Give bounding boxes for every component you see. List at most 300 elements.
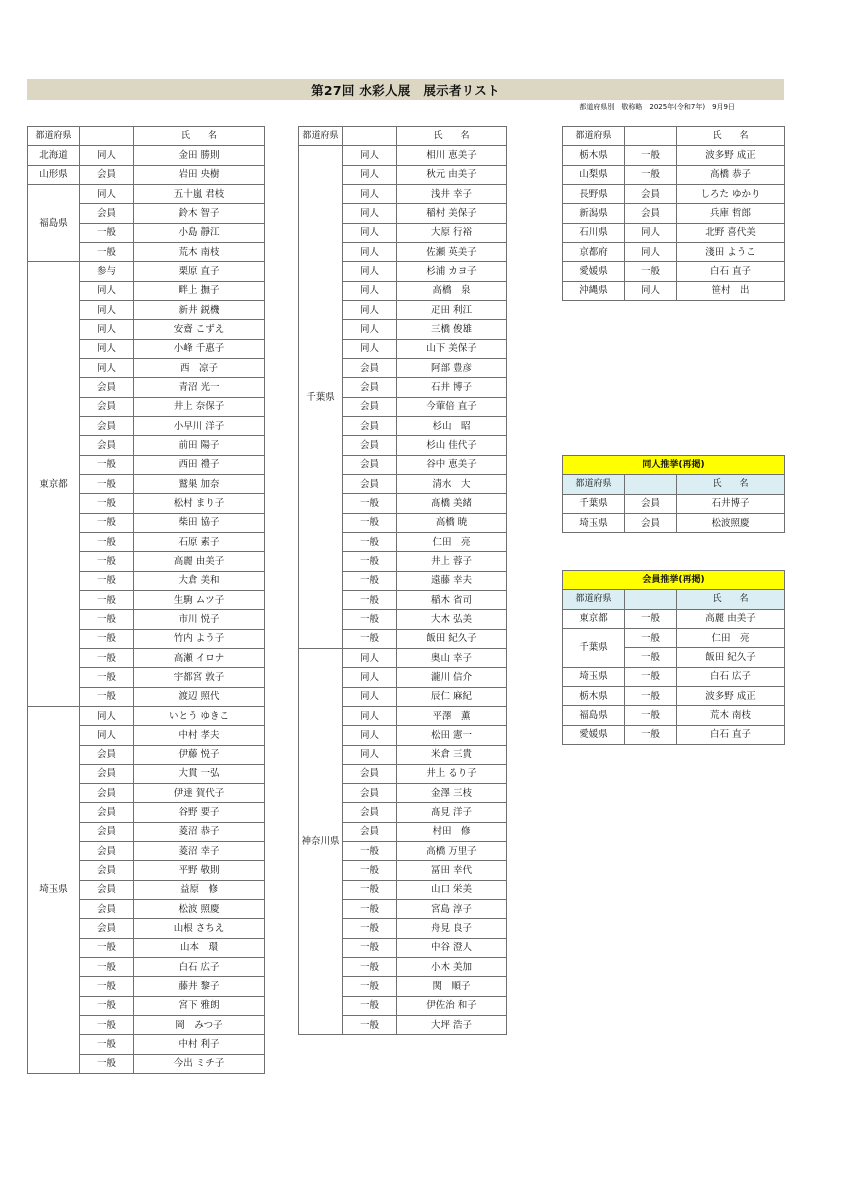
prefecture-label: 栃木県 (579, 690, 608, 702)
rank-cell: 会員 (80, 803, 134, 822)
name-cell: 伊達 賀代子 (134, 784, 265, 803)
name-cell: 小島 靜江 (134, 223, 265, 242)
rank-cell: 同人 (343, 165, 397, 184)
rank-cell: 一般 (625, 165, 677, 184)
rank-cell: 一般 (625, 146, 677, 165)
header-prefecture: 都道府県 (563, 127, 625, 146)
rank-cell: 会員 (343, 822, 397, 841)
kaiin-recommend-table (562, 570, 785, 745)
name-cell: 稲木 省司 (397, 590, 507, 609)
prefecture-label: 神奈川県 (301, 836, 340, 848)
recommend-title: 同人推挙(再掲) (563, 456, 785, 475)
name-cell: 市川 悦子 (134, 610, 265, 629)
rank-cell: 一般 (80, 494, 134, 513)
name-cell: 高橋 恭子 (677, 165, 785, 184)
header-rank (80, 127, 134, 146)
prefecture-label: 新潟県 (579, 207, 608, 219)
right-roster-table (562, 126, 785, 301)
rank-cell: 一般 (343, 880, 397, 899)
rank-cell: 一般 (80, 1016, 134, 1035)
rank-cell: 一般 (343, 552, 397, 571)
page-title: 第27回 水彩人展 展示者リスト (311, 82, 500, 98)
rank-cell: 同人 (80, 300, 134, 319)
header-prefecture: 都道府県 (299, 127, 343, 146)
rank-cell: 同人 (343, 726, 397, 745)
rank-cell: 同人 (343, 339, 397, 358)
name-cell: 仁田 亮 (677, 628, 785, 647)
name-cell: 菱沼 幸子 (134, 842, 265, 861)
rank-cell: 一般 (343, 938, 397, 957)
header-rank (625, 475, 677, 494)
name-cell: 三橋 俊雄 (397, 320, 507, 339)
name-cell: 中村 孝夫 (134, 726, 265, 745)
prefecture-label: 東京都 (579, 613, 608, 625)
table-row (563, 262, 785, 281)
rank-cell: 一般 (80, 1035, 134, 1054)
name-cell: 高瀬 イロナ (134, 648, 265, 667)
doujin-recommend-table (562, 455, 785, 533)
name-cell: 阿部 豊彦 (397, 358, 507, 377)
name-cell: 村田 修 (397, 822, 507, 841)
name-cell: 関 順子 (397, 977, 507, 996)
rank-cell: 同人 (625, 281, 677, 300)
prefecture-label: 愛媛県 (579, 265, 608, 277)
name-cell: 遠藤 幸夫 (397, 571, 507, 590)
name-cell: 竹内 よう子 (134, 629, 265, 648)
name-cell: 松波照慶 (677, 513, 785, 532)
rank-cell: 同人 (343, 262, 397, 281)
rank-cell: 会員 (80, 880, 134, 899)
header-rank (625, 590, 677, 609)
prefecture-label: 山形県 (39, 169, 68, 181)
name-cell: 髙見 洋子 (397, 803, 507, 822)
rank-cell: 同人 (625, 242, 677, 261)
rank-cell: 同人 (343, 300, 397, 319)
name-cell: 谷野 要子 (134, 803, 265, 822)
name-cell: 高麗 由美子 (677, 609, 785, 628)
table-row (563, 513, 785, 532)
table-row (299, 146, 507, 165)
name-cell: 山口 栄美 (397, 880, 507, 899)
table-row (563, 706, 785, 725)
prefecture-cell (563, 184, 625, 203)
table-row (563, 494, 785, 513)
rank-cell: 会員 (625, 204, 677, 223)
rank-cell: 一般 (625, 262, 677, 281)
name-cell: 西 凉子 (134, 358, 265, 377)
name-cell: 菱沼 恭子 (134, 822, 265, 841)
rank-cell: 会員 (343, 378, 397, 397)
name-cell: 大坪 浩子 (397, 1016, 507, 1035)
table-row (563, 667, 785, 686)
prefecture-cell (563, 609, 625, 628)
name-cell: 栗原 直子 (134, 262, 265, 281)
table-row (563, 223, 785, 242)
prefecture-cell (28, 165, 80, 184)
prefecture-cell (563, 706, 625, 725)
rank-cell: 同人 (343, 668, 397, 687)
name-cell: 杉山 昭 (397, 416, 507, 435)
table-row (563, 628, 785, 647)
name-cell: 仁田 亮 (397, 532, 507, 551)
prefecture-label: 石川県 (579, 227, 608, 239)
name-cell: 井上 るり子 (397, 764, 507, 783)
name-cell: 中村 利子 (134, 1035, 265, 1054)
rank-cell: 会員 (343, 474, 397, 493)
name-cell: 今出 ミチ子 (134, 1054, 265, 1073)
rank-cell: 一般 (343, 996, 397, 1015)
rank-cell: 会員 (343, 358, 397, 377)
name-cell: 高橋 暁 (397, 513, 507, 532)
rank-cell: 一般 (343, 590, 397, 609)
rank-cell: 同人 (343, 242, 397, 261)
name-cell: 井上 蓉子 (397, 552, 507, 571)
prefecture-label: 福島県 (39, 217, 68, 229)
header-name: 氏 名 (397, 127, 507, 146)
name-cell: 飯田 紀久子 (397, 629, 507, 648)
prefecture-cell (563, 242, 625, 261)
rank-cell: 会員 (80, 900, 134, 919)
table-row (563, 609, 785, 628)
rank-cell: 一般 (343, 900, 397, 919)
header-name: 氏 名 (677, 475, 785, 494)
prefecture-label: 千葉県 (579, 498, 608, 510)
rank-cell: 一般 (80, 629, 134, 648)
prefecture-label: 長野県 (579, 188, 608, 200)
header-name: 氏 名 (677, 590, 785, 609)
prefecture-label: 京都府 (579, 246, 608, 258)
name-cell: 佐瀬 英美子 (397, 242, 507, 261)
rank-cell: 一般 (80, 552, 134, 571)
rank-cell: 参与 (80, 262, 134, 281)
rank-cell: 一般 (343, 532, 397, 551)
name-cell: 中谷 澄人 (397, 938, 507, 957)
name-cell: いとう ゆきこ (134, 706, 265, 725)
name-cell: 小木 美加 (397, 958, 507, 977)
name-cell: 宮下 雅朗 (134, 996, 265, 1015)
prefecture-cell (28, 262, 80, 707)
rank-cell: 同人 (343, 745, 397, 764)
middle-roster-table (298, 126, 507, 1035)
name-cell: 西田 禮子 (134, 455, 265, 474)
prefecture-label: 埼玉県 (579, 671, 608, 683)
table-row (28, 146, 265, 165)
name-cell: 伊藤 悦子 (134, 745, 265, 764)
name-cell: 松村 まり子 (134, 494, 265, 513)
rank-cell: 一般 (80, 571, 134, 590)
name-cell: 金澤 三枝 (397, 784, 507, 803)
name-cell: 伊佐治 和子 (397, 996, 507, 1015)
table-row (563, 725, 785, 744)
rank-cell: 会員 (80, 378, 134, 397)
rank-cell: 一般 (80, 455, 134, 474)
table-row (563, 242, 785, 261)
rank-cell: 会員 (80, 842, 134, 861)
name-cell: 平澤 薫 (397, 706, 507, 725)
rank-cell: 会員 (343, 764, 397, 783)
name-cell: 淺田 ようこ (677, 242, 785, 261)
rank-cell: 会員 (80, 861, 134, 880)
rank-cell: 一般 (625, 706, 677, 725)
name-cell: 渡辺 照代 (134, 687, 265, 706)
name-cell: 大原 行裕 (397, 223, 507, 242)
name-cell: 高麗 由美子 (134, 552, 265, 571)
name-cell: 兵庫 哲郎 (677, 204, 785, 223)
name-cell: 山本 環 (134, 938, 265, 957)
rank-cell: 一般 (80, 668, 134, 687)
rank-cell: 会員 (80, 784, 134, 803)
table-row (563, 686, 785, 705)
name-cell: 疋田 利江 (397, 300, 507, 319)
name-cell: 畔上 撫子 (134, 281, 265, 300)
name-cell: 大木 弘美 (397, 610, 507, 629)
prefecture-cell (563, 204, 625, 223)
rank-cell: 会員 (343, 803, 397, 822)
name-cell: 藤井 黎子 (134, 977, 265, 996)
rank-cell: 同人 (343, 687, 397, 706)
prefecture-cell (563, 262, 625, 281)
rank-cell: 会員 (343, 397, 397, 416)
header-prefecture: 都道府県 (28, 127, 80, 146)
prefecture-cell (299, 146, 343, 649)
rank-cell: 会員 (80, 764, 134, 783)
rank-cell: 一般 (80, 590, 134, 609)
rank-cell: 会員 (625, 494, 677, 513)
rank-cell: 会員 (80, 436, 134, 455)
rank-cell: 一般 (625, 686, 677, 705)
prefecture-label: 愛媛県 (579, 729, 608, 741)
name-cell: 鈴木 智子 (134, 204, 265, 223)
prefecture-cell (28, 184, 80, 261)
name-cell: 波多野 成正 (677, 146, 785, 165)
header-rank (625, 127, 677, 146)
table-row (563, 165, 785, 184)
rank-cell: 会員 (625, 513, 677, 532)
name-cell: 大倉 美和 (134, 571, 265, 590)
rank-cell: 一般 (343, 610, 397, 629)
name-cell: 青沼 光一 (134, 378, 265, 397)
rank-cell: 一般 (80, 474, 134, 493)
name-cell: 冨田 幸代 (397, 861, 507, 880)
name-cell: 鷲巣 加奈 (134, 474, 265, 493)
rank-cell: 同人 (80, 146, 134, 165)
table-header-row (299, 127, 507, 146)
name-cell: 稲村 美保子 (397, 204, 507, 223)
rank-cell: 同人 (343, 204, 397, 223)
table-row (563, 204, 785, 223)
prefecture-cell (563, 686, 625, 705)
name-cell: 飯田 紀久子 (677, 648, 785, 667)
name-cell: 平野 敬則 (134, 861, 265, 880)
name-cell: 松波 照慶 (134, 900, 265, 919)
header-prefecture: 都道府県 (563, 475, 625, 494)
rank-cell: 一般 (80, 223, 134, 242)
name-cell: 奥山 幸子 (397, 648, 507, 667)
header-name: 氏 名 (677, 127, 785, 146)
name-cell: 髙橋 美緒 (397, 494, 507, 513)
name-cell: 石井博子 (677, 494, 785, 513)
name-cell: 大貫 一弘 (134, 764, 265, 783)
name-cell: 杉浦 カヨ子 (397, 262, 507, 281)
name-cell: 安齋 こずえ (134, 320, 265, 339)
prefecture-label: 千葉県 (579, 642, 608, 654)
name-cell: 松田 憲一 (397, 726, 507, 745)
rank-cell: 会員 (80, 165, 134, 184)
rank-cell: 一般 (343, 494, 397, 513)
rank-cell: 一般 (625, 609, 677, 628)
table-row (299, 648, 507, 667)
name-cell: 白石 広子 (677, 667, 785, 686)
table-row (28, 262, 265, 281)
rank-cell: 会員 (80, 822, 134, 841)
name-cell: 岩田 央樹 (134, 165, 265, 184)
rank-cell: 一般 (343, 842, 397, 861)
rank-cell: 同人 (625, 223, 677, 242)
prefecture-cell (563, 281, 625, 300)
rank-cell: 一般 (343, 629, 397, 648)
prefecture-label: 北海道 (39, 149, 68, 161)
name-cell: 井上 奈保子 (134, 397, 265, 416)
name-cell: 高橋 万里子 (397, 842, 507, 861)
name-cell: 谷中 恵美子 (397, 455, 507, 474)
prefecture-cell (563, 513, 625, 532)
rank-cell: 一般 (80, 996, 134, 1015)
name-cell: 石原 素子 (134, 532, 265, 551)
prefecture-cell (563, 628, 625, 667)
prefecture-label: 千葉県 (306, 391, 335, 403)
rank-cell: 一般 (343, 919, 397, 938)
name-cell: 荒木 南枝 (677, 706, 785, 725)
rank-cell: 同人 (80, 320, 134, 339)
rank-cell: 同人 (343, 223, 397, 242)
name-cell: 白石 直子 (677, 262, 785, 281)
rank-cell: 一般 (80, 242, 134, 261)
prefecture-cell (28, 706, 80, 1073)
prefecture-label: 東京都 (39, 478, 68, 490)
table-header-row (28, 127, 265, 146)
name-cell: 山根 さちえ (134, 919, 265, 938)
name-cell: 小早川 洋子 (134, 416, 265, 435)
rank-cell: 一般 (343, 861, 397, 880)
rank-cell: 同人 (343, 281, 397, 300)
rank-cell: 会員 (343, 416, 397, 435)
name-cell: 波多野 成正 (677, 686, 785, 705)
table-header-row (563, 590, 785, 609)
name-cell: 舟見 良子 (397, 919, 507, 938)
name-cell: 相川 恵美子 (397, 146, 507, 165)
name-cell: 高橋 泉 (397, 281, 507, 300)
rank-cell: 一般 (80, 513, 134, 532)
rank-cell: 会員 (80, 919, 134, 938)
name-cell: 杉山 佳代子 (397, 436, 507, 455)
rank-cell: 会員 (343, 455, 397, 474)
table-row (563, 184, 785, 203)
rank-cell: 一般 (343, 513, 397, 532)
prefecture-label: 山梨県 (579, 169, 608, 181)
name-cell: 秋元 由美子 (397, 165, 507, 184)
prefecture-cell (563, 165, 625, 184)
header-prefecture: 都道府県 (563, 590, 625, 609)
rank-cell: 一般 (343, 571, 397, 590)
name-cell: 前田 陽子 (134, 436, 265, 455)
name-cell: 岡 みつ子 (134, 1016, 265, 1035)
recommend-title-row (563, 571, 785, 590)
rank-cell: 同人 (343, 706, 397, 725)
rank-cell: 同人 (343, 648, 397, 667)
table-row (28, 184, 265, 203)
table-row (28, 706, 265, 725)
rank-cell: 同人 (80, 358, 134, 377)
rank-cell: 一般 (625, 725, 677, 744)
prefecture-label: 福島県 (579, 709, 608, 721)
rank-cell: 会員 (80, 397, 134, 416)
rank-cell: 一般 (80, 648, 134, 667)
rank-cell: 一般 (343, 958, 397, 977)
name-cell: 金田 勝則 (134, 146, 265, 165)
rank-cell: 一般 (625, 667, 677, 686)
prefecture-cell (563, 667, 625, 686)
header-name: 氏 名 (134, 127, 265, 146)
rank-cell: 同人 (343, 146, 397, 165)
rank-cell: 会員 (343, 436, 397, 455)
name-cell: 新井 鋭機 (134, 300, 265, 319)
name-cell: 宇都宮 敦子 (134, 668, 265, 687)
name-cell: 浅井 幸子 (397, 184, 507, 203)
rank-cell: 一般 (625, 628, 677, 647)
recommend-title: 会員推挙(再掲) (563, 571, 785, 590)
name-cell: 米倉 三貴 (397, 745, 507, 764)
prefecture-cell (299, 648, 343, 1035)
name-cell: 益原 修 (134, 880, 265, 899)
prefecture-cell (563, 223, 625, 242)
prefecture-label: 栃木県 (579, 149, 608, 161)
name-cell: 北野 喜代美 (677, 223, 785, 242)
name-cell: 白石 直子 (677, 725, 785, 744)
rank-cell: 同人 (343, 320, 397, 339)
name-cell: しろた ゆかり (677, 184, 785, 203)
name-cell: 五十嵐 君枝 (134, 184, 265, 203)
name-cell: 白石 広子 (134, 958, 265, 977)
name-cell: 生駒 ムツ子 (134, 590, 265, 609)
rank-cell: 一般 (343, 977, 397, 996)
rank-cell: 一般 (80, 958, 134, 977)
rank-cell: 一般 (80, 687, 134, 706)
name-cell: 宮島 淳子 (397, 900, 507, 919)
name-cell: 笹村 出 (677, 281, 785, 300)
prefecture-cell (563, 725, 625, 744)
rank-cell: 一般 (625, 648, 677, 667)
rank-cell: 一般 (80, 1054, 134, 1073)
rank-cell: 一般 (80, 977, 134, 996)
name-cell: 石井 博子 (397, 378, 507, 397)
rank-cell: 会員 (80, 204, 134, 223)
table-header-row (563, 475, 785, 494)
rank-cell: 同人 (343, 184, 397, 203)
name-cell: 柴田 協子 (134, 513, 265, 532)
name-cell: 小峰 千惠子 (134, 339, 265, 358)
prefecture-cell (563, 494, 625, 513)
title-bar (27, 79, 784, 100)
rank-cell: 会員 (80, 416, 134, 435)
rank-cell: 会員 (343, 784, 397, 803)
rank-cell: 一般 (80, 938, 134, 957)
rank-cell: 会員 (625, 184, 677, 203)
table-row (563, 281, 785, 300)
prefecture-label: 埼玉県 (579, 517, 608, 529)
prefecture-label: 沖縄県 (579, 285, 608, 297)
list-subtitle: 都道府県別 敬称略 2025年(令和7年) 9月9日 (579, 103, 735, 111)
name-cell: 今葷倍 直子 (397, 397, 507, 416)
